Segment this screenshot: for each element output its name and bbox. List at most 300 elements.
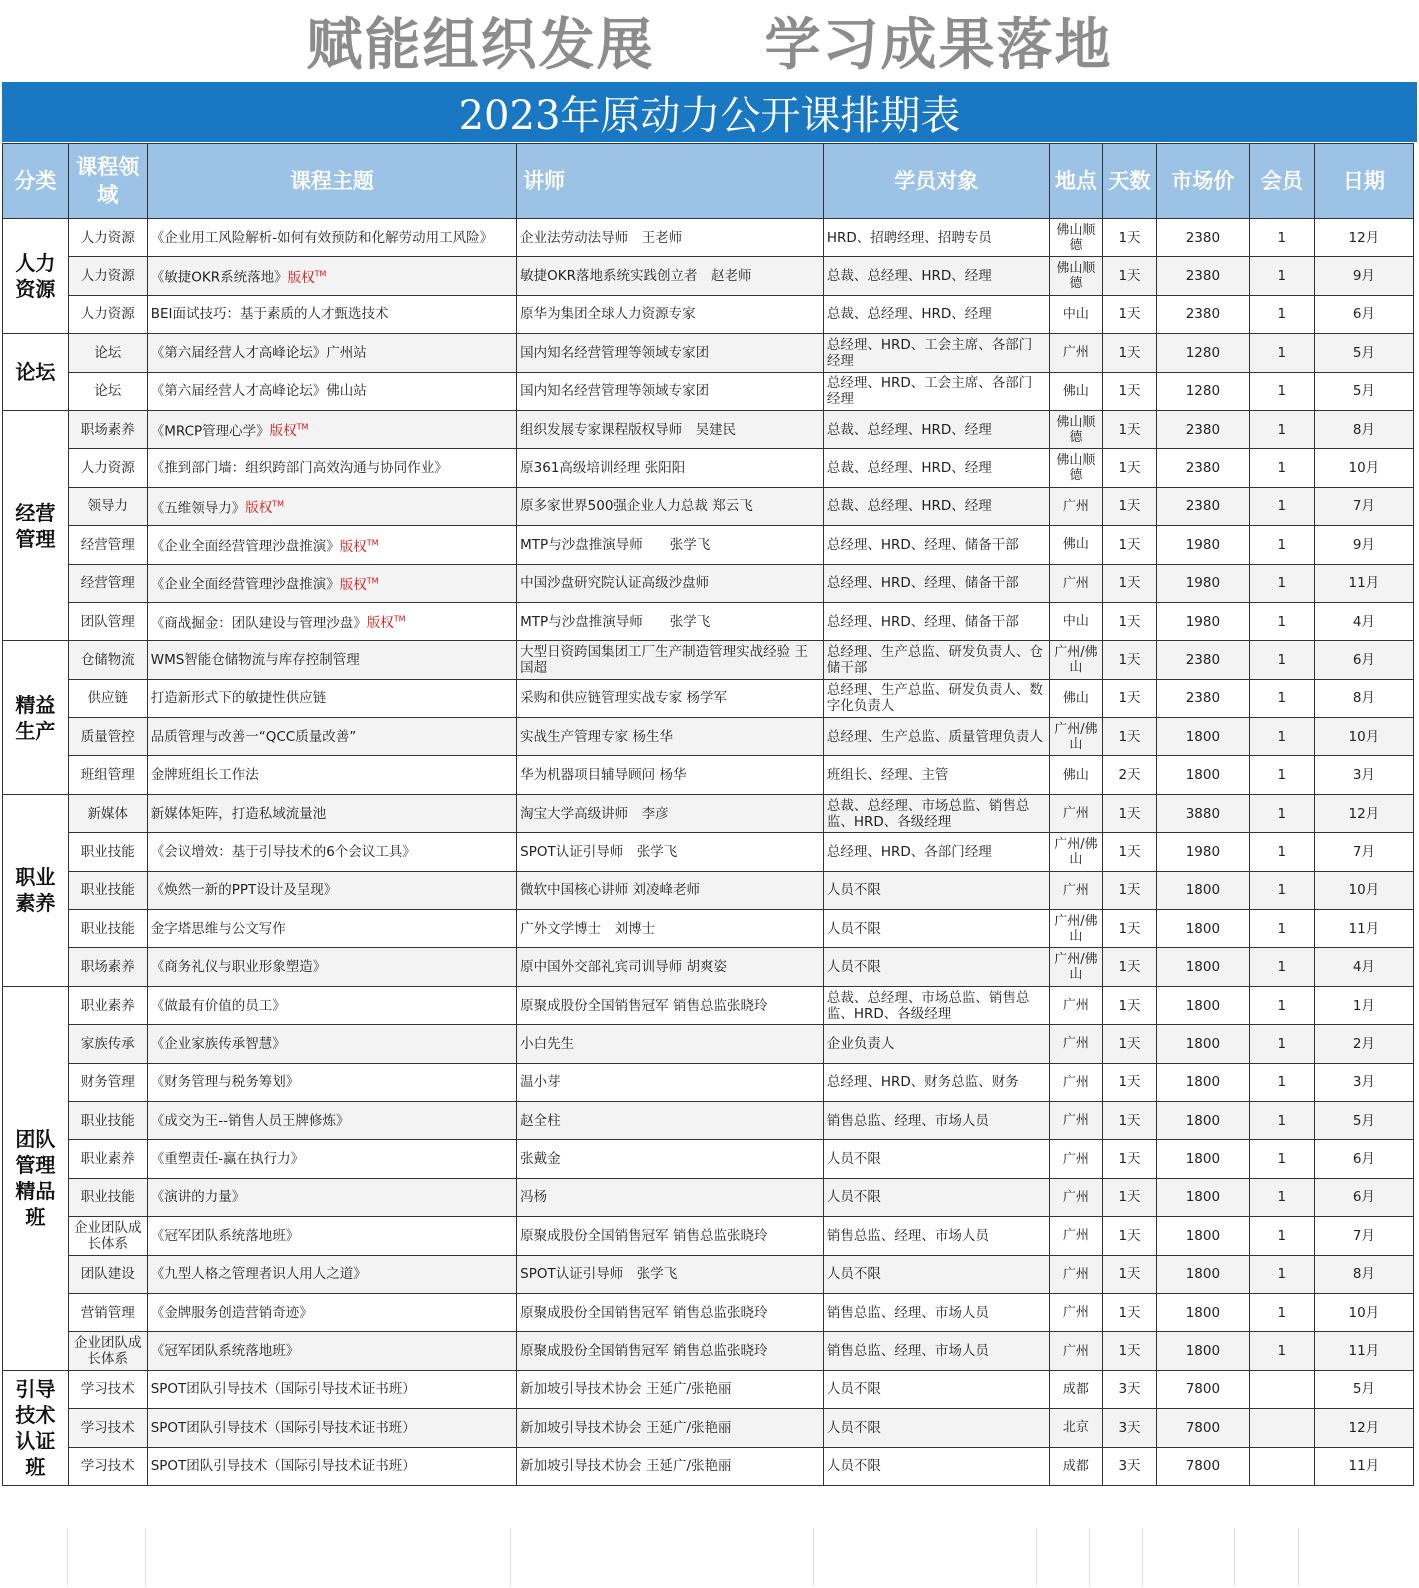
table-row — [3, 1140, 1414, 1178]
teacher-cell: 企业法劳动法导师 王老师 — [517, 219, 824, 257]
days-cell: 1天 — [1103, 526, 1157, 564]
table-row — [3, 794, 1414, 832]
header-date: 日期 — [1314, 144, 1413, 219]
audience-cell: 总经理、HRD、财务总监、财务 — [823, 1063, 1049, 1101]
audience-cell: 销售总监、经理、市场人员 — [823, 1101, 1049, 1139]
topic-text: 《商务礼仪与职业形象塑造》 — [150, 959, 327, 976]
member-cell: 1 — [1249, 602, 1314, 640]
location-cell: 成都 — [1049, 1447, 1103, 1485]
copyright-mark: 版权™ — [366, 614, 406, 632]
member-cell: 1 — [1249, 564, 1314, 602]
field-cell: 职业素养 — [68, 986, 147, 1024]
teacher-cell: 赵全柱 — [517, 1101, 824, 1139]
field-cell: 经营管理 — [68, 526, 147, 564]
header-audience: 学员对象 — [823, 144, 1049, 219]
member-cell: 1 — [1249, 1140, 1314, 1178]
member-cell: 1 — [1249, 449, 1314, 487]
teacher-cell: 温小芽 — [517, 1063, 824, 1101]
date-cell: 10月 — [1314, 718, 1413, 756]
days-cell: 1天 — [1103, 449, 1157, 487]
date-cell: 11月 — [1314, 910, 1413, 948]
topic-cell — [147, 833, 516, 871]
teacher-cell: SPOT认证引导师 张学飞 — [517, 1255, 824, 1293]
location-cell: 佛山 — [1049, 372, 1103, 410]
field-cell: 企业团队成长体系 — [68, 1332, 147, 1370]
topic-text: 新媒体矩阵，打造私域流量池 — [150, 805, 327, 822]
days-cell: 1天 — [1103, 410, 1157, 448]
price-cell: 2380 — [1156, 257, 1249, 295]
topic-cell — [147, 1332, 516, 1370]
topic-text: BEI面试技巧：基于素质的人才甄选技术 — [150, 306, 389, 323]
member-cell: 1 — [1249, 756, 1314, 794]
topic-text: 《财务管理与税务筹划》 — [150, 1074, 300, 1091]
member-cell: 1 — [1249, 1101, 1314, 1139]
header-row — [3, 144, 1414, 219]
topic-cell — [147, 1293, 516, 1331]
audience-cell: 人员不限 — [823, 1178, 1049, 1216]
days-cell: 1天 — [1103, 1178, 1157, 1216]
field-cell: 人力资源 — [68, 257, 147, 295]
topic-cell — [147, 1178, 516, 1216]
field-cell: 学习技术 — [68, 1447, 147, 1485]
topic-text: SPOT团队引导技术（国际引导技术证书班） — [150, 1458, 416, 1475]
days-cell: 1天 — [1103, 833, 1157, 871]
days-cell: 1天 — [1103, 487, 1157, 525]
topic-cell — [147, 487, 516, 525]
member-cell: 1 — [1249, 948, 1314, 986]
date-cell: 4月 — [1314, 948, 1413, 986]
price-cell: 1800 — [1156, 948, 1249, 986]
location-cell: 广州 — [1049, 334, 1103, 372]
slogan-left: 赋能组织发展 — [306, 12, 655, 78]
date-cell: 12月 — [1314, 1409, 1413, 1447]
price-cell: 1980 — [1156, 602, 1249, 640]
table-row — [3, 756, 1414, 794]
empty-area — [2, 1528, 1414, 1586]
topic-text: 《推到部门墙：组织跨部门高效沟通与协同作业》 — [150, 460, 448, 477]
topic-cell — [147, 641, 516, 679]
category-cell: 精益生产 — [3, 641, 69, 795]
table-row — [3, 1178, 1414, 1216]
price-cell: 1980 — [1156, 833, 1249, 871]
price-cell: 1980 — [1156, 526, 1249, 564]
member-cell: 1 — [1249, 295, 1314, 333]
audience-cell: 总经理、HRD、经理、储备干部 — [823, 602, 1049, 640]
table-row — [3, 833, 1414, 871]
date-cell: 9月 — [1314, 526, 1413, 564]
teacher-cell: MTP与沙盘推演导师 张学飞 — [517, 602, 824, 640]
table-row — [3, 910, 1414, 948]
field-cell: 仓储物流 — [68, 641, 147, 679]
field-cell: 职业技能 — [68, 910, 147, 948]
date-cell: 5月 — [1314, 334, 1413, 372]
date-cell: 3月 — [1314, 756, 1413, 794]
audience-cell: 总经理、生产总监、研发负责人、仓储干部 — [823, 641, 1049, 679]
topic-cell — [147, 1447, 516, 1485]
audience-cell: 总经理、HRD、工会主席、各部门经理 — [823, 334, 1049, 372]
topic-cell — [147, 1140, 516, 1178]
member-cell: 1 — [1249, 257, 1314, 295]
topic-cell — [147, 1025, 516, 1063]
teacher-cell: 原聚成股份全国销售冠军 销售总监张晓玲 — [517, 1293, 824, 1331]
date-cell: 10月 — [1314, 449, 1413, 487]
field-cell: 班组管理 — [68, 756, 147, 794]
price-cell: 1800 — [1156, 1255, 1249, 1293]
topic-text: 金字塔思维与公文写作 — [150, 920, 286, 937]
topic-text: 《做最有价值的员工》 — [150, 997, 286, 1014]
days-cell: 1天 — [1103, 948, 1157, 986]
teacher-cell: 淘宝大学高级讲师 李彦 — [517, 794, 824, 832]
topic-text: 打造新形式下的敏捷性供应链 — [150, 690, 327, 707]
price-cell: 1980 — [1156, 564, 1249, 602]
topic-text: 《MRCP管理心学》 — [150, 423, 270, 440]
topic-text: 《企业全面经营管理沙盘推演》 — [150, 538, 340, 555]
audience-cell: 总经理、HRD、各部门经理 — [823, 833, 1049, 871]
topic-cell — [147, 334, 516, 372]
member-cell: 1 — [1249, 871, 1314, 909]
days-cell: 1天 — [1103, 910, 1157, 948]
price-cell: 1800 — [1156, 1140, 1249, 1178]
date-cell: 11月 — [1314, 1332, 1413, 1370]
field-cell: 团队建设 — [68, 1255, 147, 1293]
price-cell: 1800 — [1156, 1178, 1249, 1216]
category-cell: 引导技术认证班 — [3, 1370, 69, 1485]
topic-cell — [147, 449, 516, 487]
date-cell: 12月 — [1314, 219, 1413, 257]
price-cell: 7800 — [1156, 1447, 1249, 1485]
table-row — [3, 948, 1414, 986]
location-cell: 佛山 — [1049, 756, 1103, 794]
field-cell: 新媒体 — [68, 794, 147, 832]
topic-cell — [147, 756, 516, 794]
location-cell: 广州 — [1049, 794, 1103, 832]
field-cell: 质量管控 — [68, 718, 147, 756]
field-cell: 人力资源 — [68, 449, 147, 487]
topic-text: 《商战掘金：团队建设与管理沙盘》 — [150, 615, 367, 632]
teacher-cell: 国内知名经营管理等领域专家团 — [517, 334, 824, 372]
location-cell: 广州/佛山 — [1049, 641, 1103, 679]
price-cell: 2380 — [1156, 410, 1249, 448]
teacher-cell: 微软中国核心讲师 刘凌峰老师 — [517, 871, 824, 909]
header-field: 课程领域 — [68, 144, 147, 219]
member-cell: 1 — [1249, 1217, 1314, 1255]
price-cell: 1800 — [1156, 1063, 1249, 1101]
price-cell: 2380 — [1156, 295, 1249, 333]
location-cell: 广州 — [1049, 1217, 1103, 1255]
audience-cell: 总裁、总经理、HRD、经理 — [823, 257, 1049, 295]
field-cell: 经营管理 — [68, 564, 147, 602]
category-cell: 团队管理精品班 — [3, 986, 69, 1370]
date-cell: 6月 — [1314, 295, 1413, 333]
field-cell: 学习技术 — [68, 1409, 147, 1447]
header-member: 会员 — [1249, 144, 1314, 219]
table-row — [3, 257, 1414, 295]
audience-cell: 班组长、经理、主管 — [823, 756, 1049, 794]
table-row — [3, 1332, 1414, 1370]
audience-cell: 企业负责人 — [823, 1025, 1049, 1063]
days-cell: 1天 — [1103, 1332, 1157, 1370]
audience-cell: 人员不限 — [823, 1140, 1049, 1178]
copyright-mark: 版权™ — [269, 422, 309, 440]
member-cell: 1 — [1249, 526, 1314, 564]
copyright-mark: 版权™ — [339, 576, 379, 593]
days-cell: 1天 — [1103, 1255, 1157, 1293]
price-cell: 1800 — [1156, 1332, 1249, 1370]
teacher-cell: 广外文学博士 刘博士 — [517, 910, 824, 948]
table-row — [3, 641, 1414, 679]
table-row — [3, 1255, 1414, 1293]
member-cell: 1 — [1249, 1293, 1314, 1331]
field-cell: 企业团队成长体系 — [68, 1217, 147, 1255]
topic-cell — [147, 219, 516, 257]
teacher-cell: 原多家世界500强企业人力总裁 郑云飞 — [517, 487, 824, 525]
field-cell: 供应链 — [68, 679, 147, 717]
price-cell: 1800 — [1156, 871, 1249, 909]
member-cell: 1 — [1249, 410, 1314, 448]
teacher-cell: 国内知名经营管理等领域专家团 — [517, 372, 824, 410]
category-cell: 职业素养 — [3, 794, 69, 986]
field-cell: 营销管理 — [68, 1293, 147, 1331]
field-cell: 职场素养 — [68, 948, 147, 986]
date-cell: 4月 — [1314, 602, 1413, 640]
price-cell: 1800 — [1156, 1025, 1249, 1063]
topic-cell — [147, 1370, 516, 1408]
teacher-cell: 冯杨 — [517, 1178, 824, 1216]
course-schedule-table — [2, 143, 1414, 1486]
teacher-cell: 原华为集团全球人力资源专家 — [517, 295, 824, 333]
table-row — [3, 487, 1414, 525]
location-cell: 中山 — [1049, 602, 1103, 640]
field-cell: 财务管理 — [68, 1063, 147, 1101]
teacher-cell: 原聚成股份全国销售冠军 销售总监张晓玲 — [517, 1217, 824, 1255]
topic-text: 《企业家族传承智慧》 — [150, 1035, 286, 1052]
member-cell — [1249, 1370, 1314, 1408]
field-cell: 职业素养 — [68, 1140, 147, 1178]
date-cell: 1月 — [1314, 986, 1413, 1024]
date-cell: 10月 — [1314, 1293, 1413, 1331]
date-cell: 5月 — [1314, 1370, 1413, 1408]
location-cell: 广州 — [1049, 1063, 1103, 1101]
teacher-cell: 原聚成股份全国销售冠军 销售总监张晓玲 — [517, 1332, 824, 1370]
topic-cell — [147, 602, 516, 640]
table-row — [3, 1447, 1414, 1485]
location-cell: 广州/佛山 — [1049, 718, 1103, 756]
location-cell: 广州 — [1049, 1178, 1103, 1216]
table-row — [3, 1217, 1414, 1255]
teacher-cell: 原中国外交部礼宾司训导师 胡爽姿 — [517, 948, 824, 986]
copyright-mark: 版权™ — [287, 269, 327, 286]
days-cell: 1天 — [1103, 1025, 1157, 1063]
field-cell: 论坛 — [68, 334, 147, 372]
member-cell: 1 — [1249, 1255, 1314, 1293]
topic-text: 《重塑责任-赢在执行力》 — [150, 1151, 305, 1168]
date-cell: 7月 — [1314, 833, 1413, 871]
teacher-cell: 新加坡引导技术协会 王延广/张艳丽 — [517, 1409, 824, 1447]
date-cell: 7月 — [1314, 487, 1413, 525]
location-cell: 佛山顺德 — [1049, 449, 1103, 487]
audience-cell: 总经理、HRD、经理、储备干部 — [823, 564, 1049, 602]
location-cell: 广州 — [1049, 1101, 1103, 1139]
days-cell: 1天 — [1103, 372, 1157, 410]
days-cell: 1天 — [1103, 564, 1157, 602]
days-cell: 1天 — [1103, 334, 1157, 372]
table-row — [3, 295, 1414, 333]
audience-cell: 人员不限 — [823, 910, 1049, 948]
topic-text: 《五维领导力》 — [150, 500, 246, 517]
days-cell: 1天 — [1103, 219, 1157, 257]
table-row — [3, 718, 1414, 756]
member-cell: 1 — [1249, 1178, 1314, 1216]
topic-text: SPOT团队引导技术（国际引导技术证书班） — [150, 1381, 416, 1398]
field-cell: 团队管理 — [68, 602, 147, 640]
topic-cell — [147, 410, 516, 448]
table-row — [3, 986, 1414, 1024]
table-row — [3, 410, 1414, 448]
table-row — [3, 1063, 1414, 1101]
field-cell: 领导力 — [68, 487, 147, 525]
member-cell: 1 — [1249, 679, 1314, 717]
date-cell: 5月 — [1314, 1101, 1413, 1139]
audience-cell: 人员不限 — [823, 1409, 1049, 1447]
slogan-right: 学习成果落地 — [764, 12, 1113, 78]
teacher-cell: 组织发展专家课程版权导师 吴建民 — [517, 410, 824, 448]
teacher-cell: 采购和供应链管理实战专家 杨学军 — [517, 679, 824, 717]
table-row — [3, 602, 1414, 640]
location-cell: 广州 — [1049, 986, 1103, 1024]
days-cell: 1天 — [1103, 1101, 1157, 1139]
date-cell: 9月 — [1314, 257, 1413, 295]
teacher-cell: 中国沙盘研究院认证高级沙盘师 — [517, 564, 824, 602]
price-cell: 3880 — [1156, 794, 1249, 832]
teacher-cell: 原聚成股份全国销售冠军 销售总监张晓玲 — [517, 986, 824, 1024]
date-cell: 11月 — [1314, 564, 1413, 602]
topic-cell — [147, 295, 516, 333]
member-cell: 1 — [1249, 833, 1314, 871]
member-cell: 1 — [1249, 1025, 1314, 1063]
location-cell: 广州/佛山 — [1049, 948, 1103, 986]
topic-text: 《冠军团队系统落地班》 — [150, 1227, 300, 1244]
field-cell: 家族传承 — [68, 1025, 147, 1063]
topic-text: 《金牌服务创造营销奇迹》 — [150, 1304, 313, 1321]
table-row — [3, 526, 1414, 564]
teacher-cell: 实战生产管理专家 杨生华 — [517, 718, 824, 756]
days-cell: 1天 — [1103, 1293, 1157, 1331]
topic-text: WMS智能仓储物流与库存控制管理 — [150, 651, 360, 668]
location-cell: 中山 — [1049, 295, 1103, 333]
table-row — [3, 1409, 1414, 1447]
location-cell: 广州 — [1049, 1255, 1103, 1293]
table-row — [3, 372, 1414, 410]
topic-cell — [147, 1063, 516, 1101]
table-row — [3, 871, 1414, 909]
days-cell: 1天 — [1103, 641, 1157, 679]
location-cell: 广州 — [1049, 564, 1103, 602]
date-cell: 6月 — [1314, 1178, 1413, 1216]
topic-cell — [147, 718, 516, 756]
table-row — [3, 564, 1414, 602]
days-cell: 1天 — [1103, 794, 1157, 832]
topic-text: 《冠军团队系统落地班》 — [150, 1343, 300, 1360]
field-cell: 职业技能 — [68, 1101, 147, 1139]
location-cell: 佛山顺德 — [1049, 410, 1103, 448]
teacher-cell: 张戴金 — [517, 1140, 824, 1178]
table-row — [3, 1101, 1414, 1139]
days-cell: 1天 — [1103, 871, 1157, 909]
topic-text: 《企业用工风险解析-如何有效预防和化解劳动用工风险》 — [150, 229, 494, 246]
audience-cell: 销售总监、经理、市场人员 — [823, 1217, 1049, 1255]
audience-cell: 人员不限 — [823, 1255, 1049, 1293]
topic-cell — [147, 1101, 516, 1139]
days-cell: 1天 — [1103, 679, 1157, 717]
date-cell: 7月 — [1314, 1217, 1413, 1255]
topic-cell — [147, 794, 516, 832]
days-cell: 1天 — [1103, 602, 1157, 640]
teacher-cell: 大型日资跨国集团工厂生产制造管理实战经验 王国超 — [517, 641, 824, 679]
member-cell: 1 — [1249, 334, 1314, 372]
location-cell: 广州 — [1049, 1332, 1103, 1370]
field-cell: 职业技能 — [68, 871, 147, 909]
field-cell: 人力资源 — [68, 219, 147, 257]
member-cell: 1 — [1249, 1332, 1314, 1370]
location-cell: 广州/佛山 — [1049, 833, 1103, 871]
category-cell: 经营管理 — [3, 410, 69, 640]
header-category: 分类 — [3, 144, 69, 219]
audience-cell: 总经理、HRD、经理、储备干部 — [823, 526, 1049, 564]
field-cell: 职业技能 — [68, 833, 147, 871]
price-cell: 1800 — [1156, 986, 1249, 1024]
header-teacher: 讲师 — [517, 144, 824, 219]
field-cell: 论坛 — [68, 372, 147, 410]
member-cell: 1 — [1249, 1063, 1314, 1101]
teacher-cell: 小白先生 — [517, 1025, 824, 1063]
topic-text: 《敏捷OKR系统落地》 — [150, 269, 288, 286]
teacher-cell: MTP与沙盘推演导师 张学飞 — [517, 526, 824, 564]
table-row — [3, 1025, 1414, 1063]
category-cell: 论坛 — [3, 334, 69, 411]
teacher-cell: 敏捷OKR落地系统实践创立者 赵老师 — [517, 257, 824, 295]
topic-cell — [147, 1255, 516, 1293]
date-cell: 10月 — [1314, 871, 1413, 909]
topic-cell — [147, 948, 516, 986]
topic-text: 品质管理与改善一“QCC质量改善” — [150, 728, 357, 745]
audience-cell: 总裁、总经理、HRD、经理 — [823, 410, 1049, 448]
header-topic: 课程主题 — [147, 144, 516, 219]
slogan-title — [0, 0, 1419, 82]
audience-cell: 总裁、总经理、市场总监、销售总监、HRD、各级经理 — [823, 986, 1049, 1024]
topic-cell — [147, 1217, 516, 1255]
date-cell: 11月 — [1314, 1447, 1413, 1485]
member-cell: 1 — [1249, 910, 1314, 948]
member-cell: 1 — [1249, 372, 1314, 410]
days-cell: 1天 — [1103, 1063, 1157, 1101]
field-cell: 职场素养 — [68, 410, 147, 448]
location-cell: 广州 — [1049, 871, 1103, 909]
teacher-cell: 新加坡引导技术协会 王延广/张艳丽 — [517, 1370, 824, 1408]
days-cell: 1天 — [1103, 1217, 1157, 1255]
days-cell: 1天 — [1103, 295, 1157, 333]
days-cell: 1天 — [1103, 1140, 1157, 1178]
days-cell: 3天 — [1103, 1370, 1157, 1408]
audience-cell: HRD、招聘经理、招聘专员 — [823, 219, 1049, 257]
topic-cell — [147, 679, 516, 717]
location-cell: 佛山 — [1049, 679, 1103, 717]
location-cell: 广州 — [1049, 1025, 1103, 1063]
price-cell: 7800 — [1156, 1370, 1249, 1408]
days-cell: 1天 — [1103, 986, 1157, 1024]
audience-cell: 销售总监、经理、市场人员 — [823, 1293, 1049, 1331]
topic-cell — [147, 1409, 516, 1447]
topic-text: 《成交为王--销售人员王牌修炼》 — [150, 1112, 350, 1129]
